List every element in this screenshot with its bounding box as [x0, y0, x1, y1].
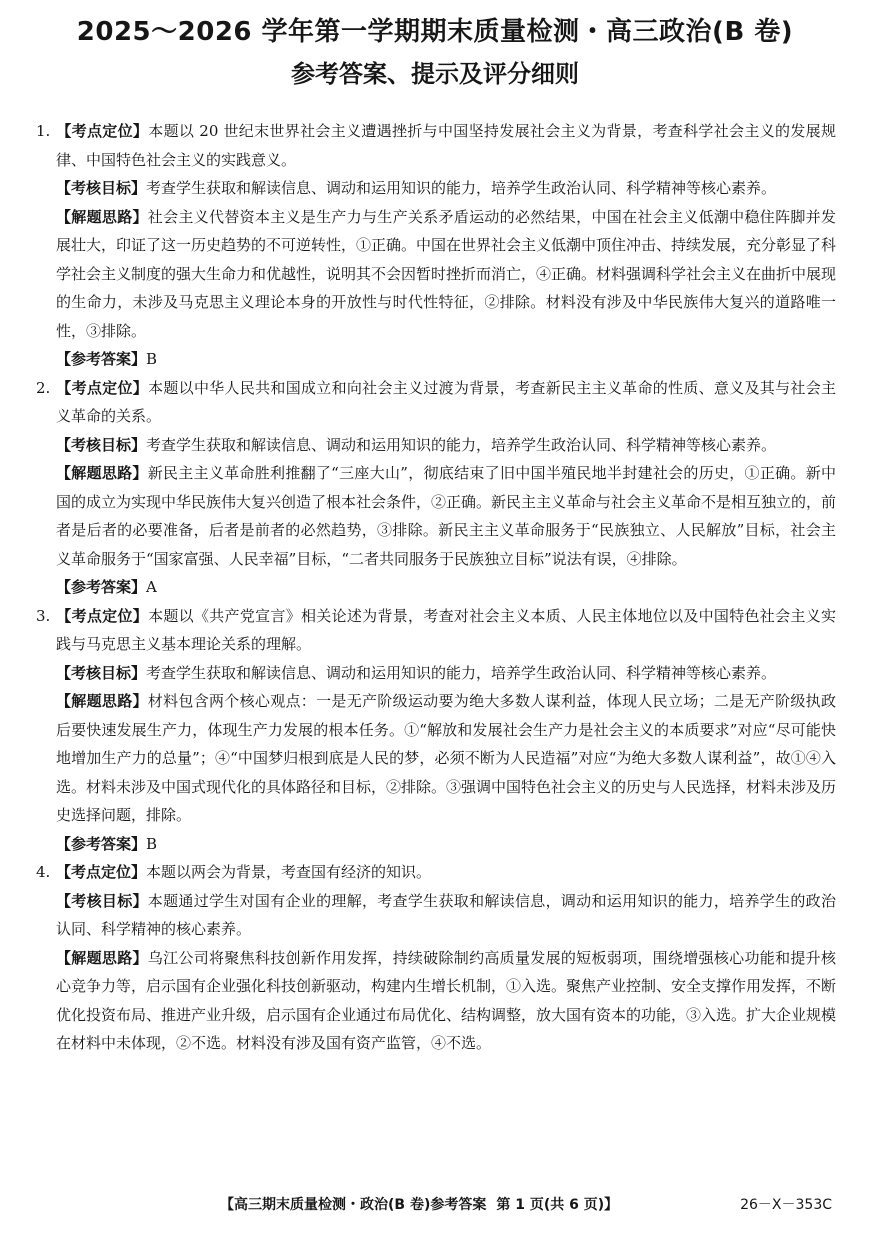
- section-text: B: [146, 350, 158, 368]
- section-tag: 【考核目标】: [56, 179, 147, 197]
- answer-paragraph: [36, 203, 836, 346]
- footer-label-group: [220, 1193, 618, 1217]
- section-text: 考查学生获取和解读信息、调动和运用知识的能力，培养学生政治认同、科学精神等核心素养。: [146, 179, 777, 197]
- answer-paragraph: [36, 830, 836, 859]
- section-tag: 【参考答案】: [56, 834, 147, 853]
- answer-paragraph: [36, 345, 836, 374]
- question-block: [36, 602, 836, 859]
- question-block: [36, 858, 836, 1058]
- answer-paragraph: [36, 117, 836, 174]
- section-tag: 【解题思路】: [56, 207, 148, 226]
- section-tag: 【考点定位】: [56, 606, 149, 625]
- section-text: 考查学生获取和解读信息、调动和运用知识的能力，培养学生政治认同、科学精神等核心素养。: [146, 663, 777, 682]
- section-tag: 【解题思路】: [56, 692, 148, 710]
- section-tag: 【考点定位】: [56, 122, 149, 140]
- footer-code: 26－X－353C: [740, 1197, 832, 1213]
- footer-label: 【高三期末质量检测・政治(B 卷)参考答案: [220, 1197, 487, 1213]
- section-text: 社会主义代替资本主义是生产力与生产关系矛盾运动的必然结果，中国在社会主义低潮中稳住阵脚并发展壮大，印证了这一历史趋势的不可逆转性，①正确。中国在世界社会主义低潮中顶住冲击、持续发展，充分彰显了科学社会主义制度的强大生命力和优越性，说明其不会因暂时挫折而消亡，④正确。材料强调科学社会主义在曲折中展现的生命力，未涉及马克思主义理论本身的开放性与时代性特征，②排除。材料没有涉及中华民族伟大复兴的道路唯一性，③排除。: [56, 207, 837, 340]
- section-text: 新民主主义革命胜利推翻了“三座大山”，彻底结束了旧中国半殖民地半封建社会的历史，①正确。新中国的成立为实现中华民族伟大复兴创造了根本社会条件，②正确。新民主主义革命与社会主义革命不是相互独立的，前者是后者的必要准备，后者是前者的必然趋势，③排除。新民主主义革命服务于“民族独立、人民解放”目标，社会主义革命服务于“国家富强、人民幸福”目标，“二者共同服务于民族独立目标”说法有误，④排除。: [56, 464, 837, 568]
- page-footer: [0, 1193, 870, 1217]
- section-text: 本题以两会为背景，考查国有经济的知识。: [146, 863, 432, 881]
- answer-paragraph: [36, 944, 836, 1058]
- section-tag: 【解题思路】: [56, 948, 148, 967]
- section-text: 本题以《共产党宣言》相关论述为背景，考查对社会主义本质、人民主体地位以及中国特色社会主义实践与马克思主义基本理论关系的理解。: [56, 606, 836, 653]
- section-text: 考查学生获取和解读信息、调动和运用知识的能力，培养学生政治认同、科学精神等核心素养。: [146, 435, 777, 454]
- section-text: 材料包含两个核心观点：一是无产阶级运动要为绝大多数人谋利益，体现人民立场；二是无产阶级执政后要快速发展生产力，体现生产力发展的根本任务。①“解放和发展社会生产力是社会主义的本质要求”对应“尽可能快地增加生产力的总量”；④“中国梦归根到底是人民的梦，必须不断为人民造福”对应“为绝大多数人谋利益”，故①④入选。材料未涉及中国式现代化的具体路径和目标，②排除。③强调中国特色社会主义的历史与人民选择，材料未涉及历史选择问题，排除。: [56, 692, 837, 824]
- section-text: A: [146, 578, 157, 596]
- answer-content: [36, 117, 836, 1058]
- footer-page-number: 第 1 页(共 6 页)】: [496, 1197, 619, 1213]
- question-number: 2.: [36, 378, 51, 397]
- question-block: [36, 374, 836, 602]
- answer-paragraph: [36, 459, 836, 573]
- section-tag: 【解题思路】: [56, 464, 148, 482]
- answer-paragraph: [36, 887, 836, 944]
- document-title: 2025～2026 学年第一学期期末质量检测・高三政治(B 卷): [76, 17, 794, 47]
- section-tag: 【考核目标】: [56, 435, 147, 454]
- section-tag: 【考核目标】: [56, 891, 148, 910]
- answer-paragraph: [36, 374, 836, 431]
- question-number: 1.: [36, 122, 51, 140]
- answer-paragraph: [36, 659, 836, 688]
- answer-paragraph: [36, 858, 836, 887]
- section-tag: 【考点定位】: [56, 863, 147, 881]
- section-text: 本题通过学生对国有企业的理解，考查学生获取和解读信息，调动和运用知识的能力，培养学生的政治认同、科学精神的核心素养。: [56, 891, 836, 938]
- section-text: 乌江公司将聚焦科技创新作用发挥，持续破除制约高质量发展的短板弱项，围绕增强核心功能和提升核心竞争力等，启示国有企业强化科技创新驱动，构建内生增长机制，①入选。聚焦产业控制、安全支撑作用发挥，不断优化投资布局、推进产业升级，启示国有企业通过布局优化、结构调整，放大国有资本的功能，③入选。扩大企业规模在材料中未体现，②不选。材料没有涉及国有资产监管，④不选。: [56, 948, 837, 1052]
- section-text: 本题以 20 世纪末世界社会主义遭遇挫折与中国坚持发展社会主义为背景，考查科学社会主义的发展规律、中国特色社会主义的实践意义。: [56, 122, 836, 169]
- answer-paragraph: [36, 687, 836, 830]
- section-tag: 【参考答案】: [56, 350, 147, 368]
- section-tag: 【考核目标】: [56, 663, 147, 682]
- answer-paragraph: [36, 573, 836, 602]
- section-text: B: [146, 834, 158, 853]
- document-subtitle: 参考答案、提示及评分细则: [291, 60, 579, 88]
- answer-paragraph: [36, 602, 836, 659]
- section-tag: 【考点定位】: [56, 378, 149, 397]
- question-number: 4.: [36, 863, 51, 881]
- answer-paragraph: [36, 431, 836, 460]
- section-tag: 【参考答案】: [56, 578, 147, 596]
- question-number: 3.: [36, 606, 51, 625]
- question-block: [36, 117, 836, 374]
- section-text: 本题以中华人民共和国成立和向社会主义过渡为背景，考查新民主主义革命的性质、意义及其与社会主义革命的关系。: [56, 378, 836, 425]
- answer-paragraph: [36, 174, 836, 203]
